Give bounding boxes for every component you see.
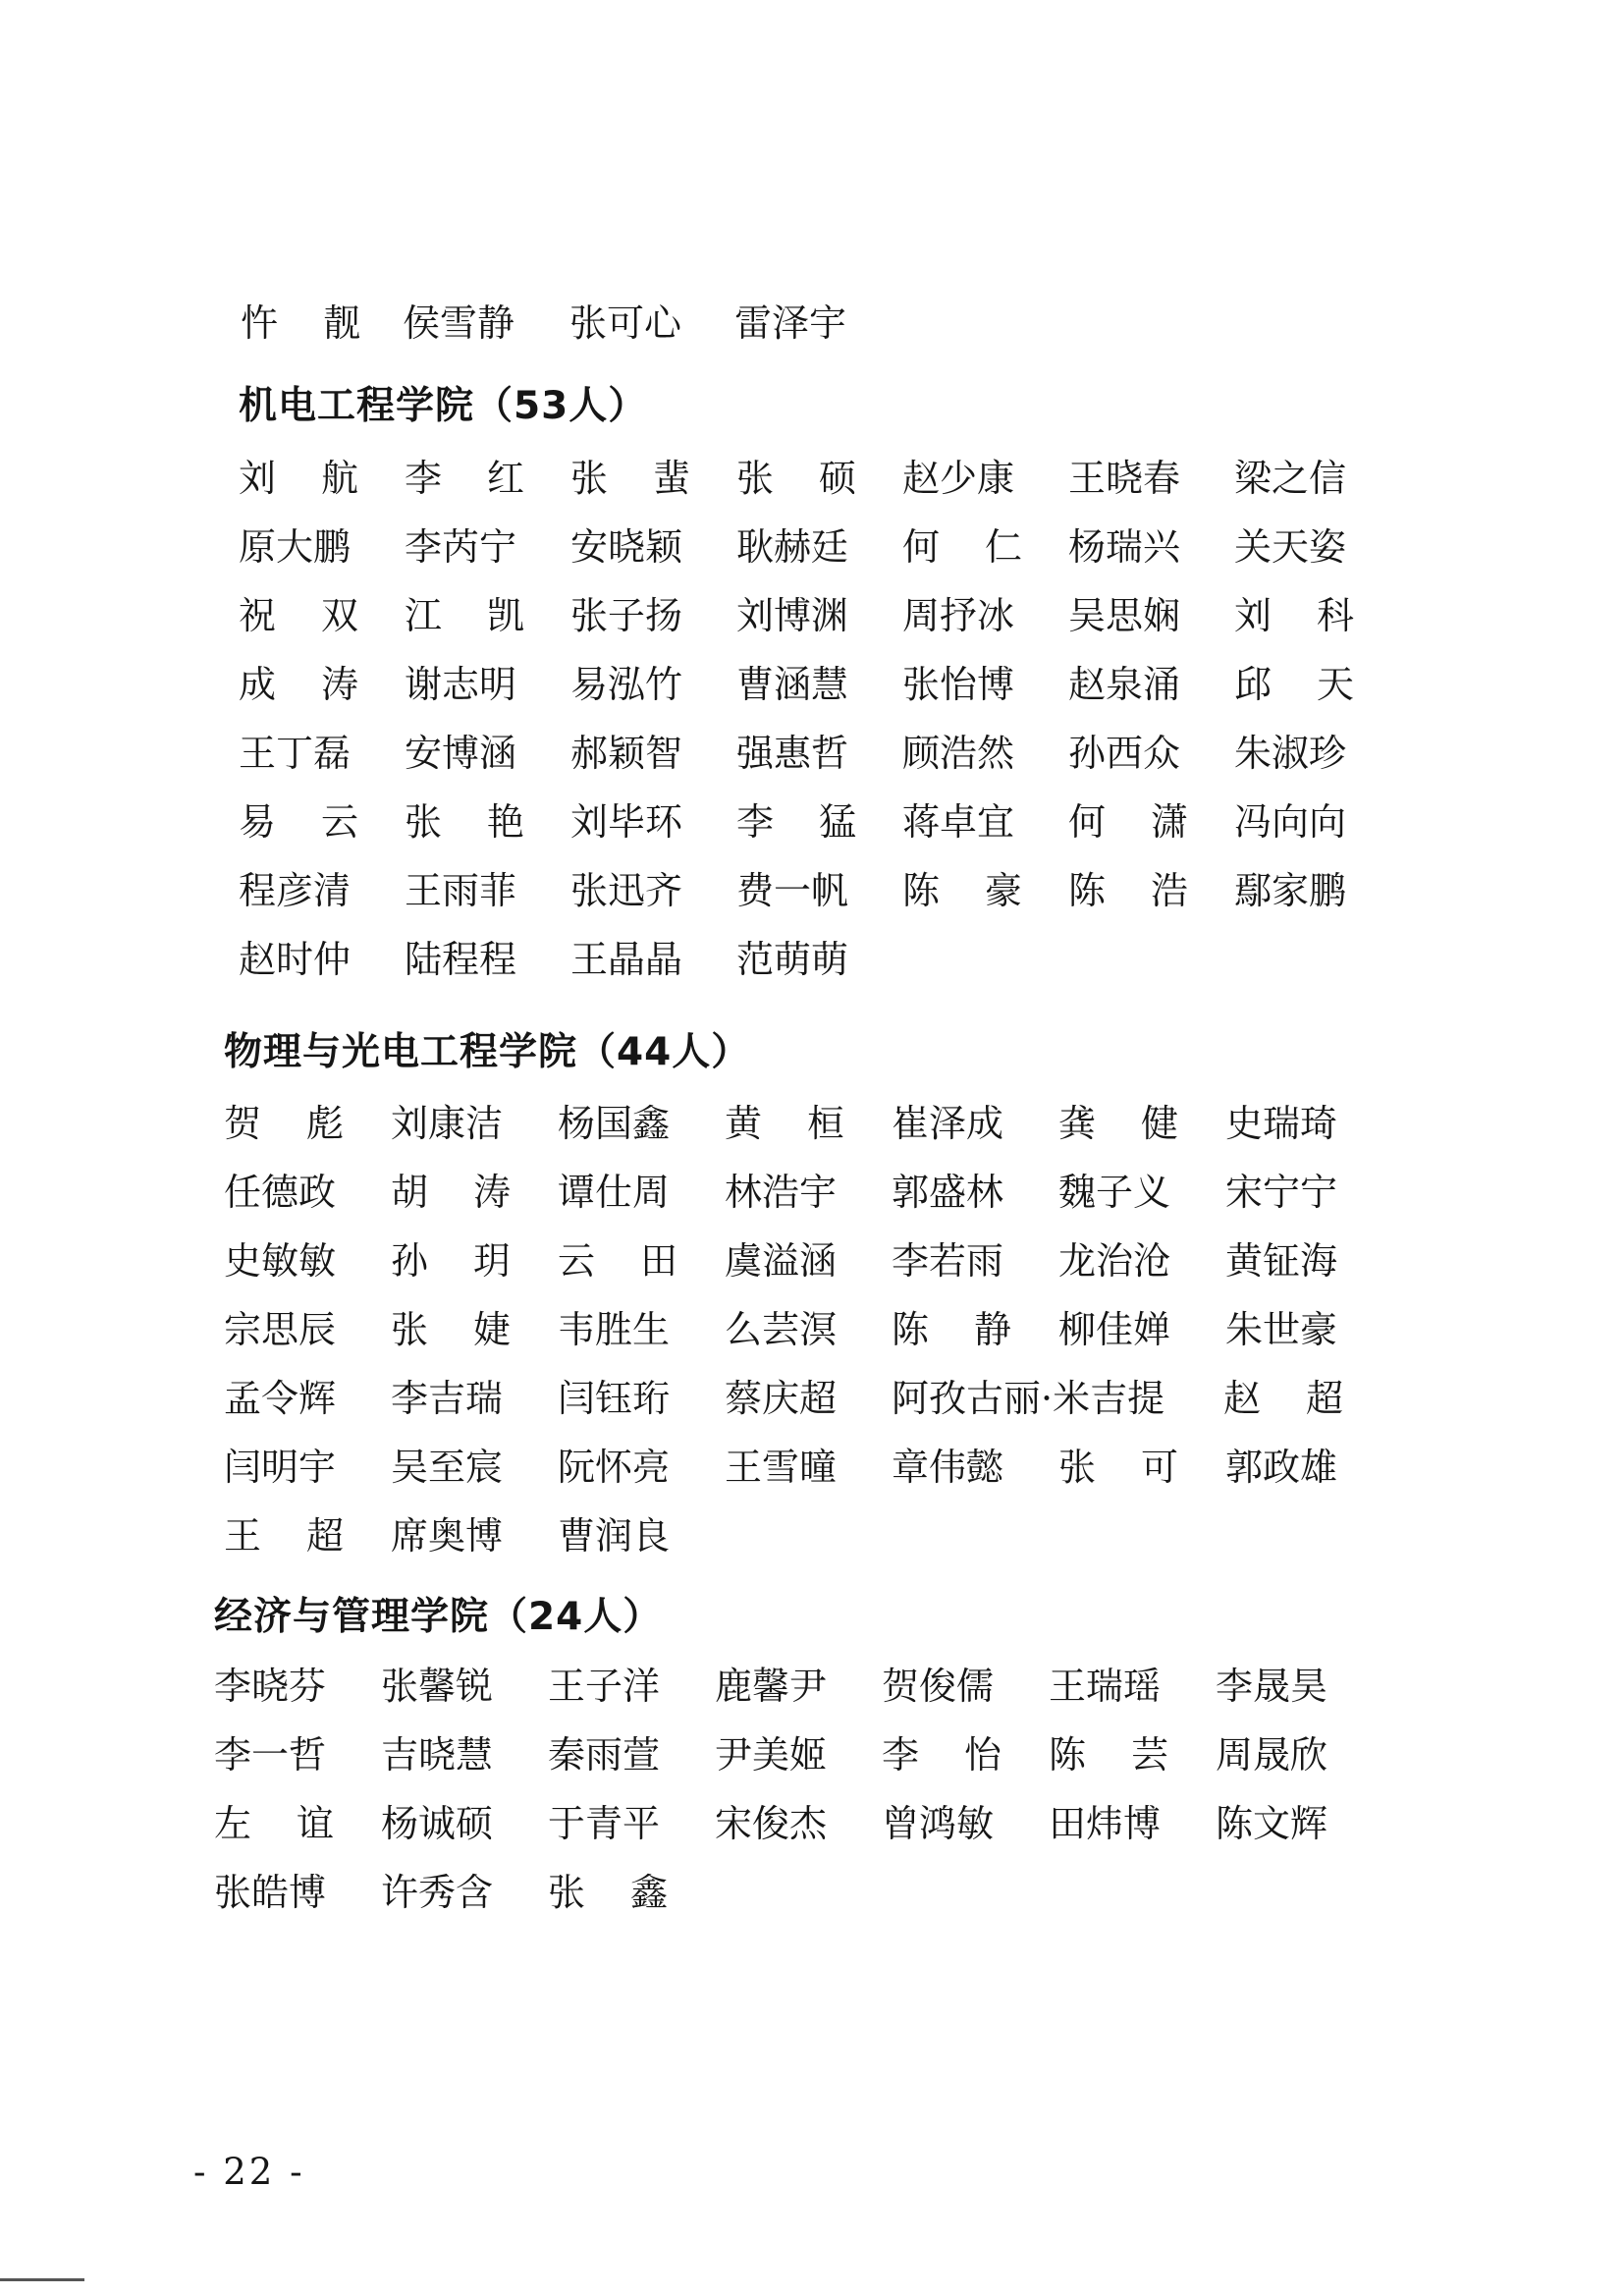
student-name: 张迅齐	[570, 869, 683, 912]
student-name: 陈文辉	[1216, 1802, 1328, 1845]
student-name: 强惠哲	[736, 732, 849, 775]
student-name: 蔡庆超	[725, 1377, 838, 1420]
student-name: 侯雪静	[403, 301, 515, 345]
name-row	[0, 1795, 1624, 1864]
student-name: 江 凯	[405, 594, 524, 637]
student-name: 成 涛	[239, 663, 358, 706]
student-name: 王雨菲	[405, 869, 517, 912]
student-name: 张 可	[1058, 1446, 1178, 1489]
student-name: 赵泉涌	[1068, 663, 1181, 706]
student-name: 雷泽宇	[734, 301, 847, 345]
student-name: 宋宁宁	[1225, 1171, 1338, 1214]
student-name: 张 硕	[736, 457, 856, 500]
student-name: 左 谊	[214, 1802, 334, 1845]
student-name: 鹿馨尹	[715, 1665, 828, 1708]
student-name: 张怡博	[902, 663, 1015, 706]
student-name: 王瑞瑶	[1049, 1665, 1162, 1708]
student-name: 席奥博	[391, 1514, 504, 1558]
name-row	[0, 1164, 1624, 1232]
student-name: 任德政	[224, 1171, 337, 1214]
student-name: 孟令辉	[224, 1377, 337, 1420]
student-name: 赵 超	[1223, 1377, 1343, 1420]
student-name: 云 田	[558, 1239, 677, 1283]
student-name: 陈 豪	[902, 869, 1022, 912]
name-row	[0, 1658, 1624, 1726]
student-name: 尹美姬	[715, 1733, 828, 1777]
student-name: 王 超	[224, 1514, 344, 1558]
section-heading: 物理与光电工程学院（44人）	[224, 1030, 751, 1074]
page-number: - 22 -	[193, 2151, 305, 2193]
student-name: 李芮宁	[405, 525, 517, 569]
student-name: 朱淑珍	[1234, 732, 1347, 775]
student-name: 鄢家鹏	[1234, 869, 1347, 912]
student-name: 阮怀亮	[558, 1446, 671, 1489]
name-row	[0, 1864, 1624, 1933]
student-name: 曾鸿敏	[882, 1802, 995, 1845]
student-name: 闫明宇	[224, 1446, 337, 1489]
student-name: 杨国鑫	[558, 1102, 671, 1145]
student-name: 程彦清	[239, 869, 352, 912]
student-name: 刘 科	[1234, 594, 1354, 637]
student-name: 范萌萌	[736, 938, 849, 981]
student-name: 费一帆	[736, 869, 849, 912]
student-name: 曹润良	[558, 1514, 671, 1558]
student-name: 虞溢涵	[725, 1239, 838, 1283]
name-row	[0, 725, 1624, 793]
student-name: 李 猛	[736, 800, 856, 844]
page-edge-mark	[0, 2278, 84, 2281]
student-name: 史瑞琦	[1225, 1102, 1338, 1145]
student-name: 邱 天	[1234, 663, 1354, 706]
student-name: 安博涵	[405, 732, 517, 775]
student-name: 秦雨萱	[548, 1733, 661, 1777]
student-name: 张 婕	[391, 1308, 511, 1351]
student-name: 李晓芬	[214, 1665, 327, 1708]
student-name: 易 云	[239, 800, 358, 844]
student-name: 陈 芸	[1049, 1733, 1168, 1777]
student-name: 韦胜生	[558, 1308, 671, 1351]
student-name: 胡 涛	[391, 1171, 511, 1214]
student-name: 李 怡	[882, 1733, 1001, 1777]
student-name: 孙西众	[1068, 732, 1181, 775]
name-row	[0, 793, 1624, 862]
name-row	[0, 450, 1624, 519]
student-name: 宗思辰	[224, 1308, 337, 1351]
name-row	[0, 1301, 1624, 1370]
name-row	[0, 1095, 1624, 1164]
student-name: 谢志明	[405, 663, 517, 706]
student-name: 祝 双	[239, 594, 358, 637]
student-name: 崔泽成	[892, 1102, 1004, 1145]
student-name: 闫钰珩	[558, 1377, 671, 1420]
student-name: 王子洋	[548, 1665, 661, 1708]
student-name: 王雪曈	[725, 1446, 838, 1489]
name-row	[0, 519, 1624, 587]
name-row	[0, 931, 1624, 1000]
student-name: 史敏敏	[224, 1239, 337, 1283]
student-name: 李若雨	[892, 1239, 1004, 1283]
student-name: 贺 彪	[224, 1102, 344, 1145]
student-name: 刘毕环	[570, 800, 683, 844]
student-name: 郭政雄	[1225, 1446, 1338, 1489]
student-name: 黄 桓	[725, 1102, 844, 1145]
student-name: 龙治沧	[1058, 1239, 1171, 1283]
student-name: 李一哲	[214, 1733, 327, 1777]
student-name: 郭盛林	[892, 1171, 1004, 1214]
student-name: 郝颖智	[570, 732, 683, 775]
student-name: 黄钲海	[1225, 1239, 1338, 1283]
student-name: 王丁磊	[239, 732, 352, 775]
student-name: 吴思娴	[1068, 594, 1181, 637]
student-name: 贺俊儒	[882, 1665, 995, 1708]
student-name: 赵时仲	[239, 938, 352, 981]
section-heading: 机电工程学院（53人）	[239, 384, 648, 428]
student-name: 刘博渊	[736, 594, 849, 637]
student-name: 刘康洁	[391, 1102, 504, 1145]
student-name: 阿孜古丽·米吉提	[892, 1377, 1165, 1420]
student-name: 吴至宸	[391, 1446, 504, 1489]
student-name: 何 潇	[1068, 800, 1188, 844]
student-name: 王晓春	[1068, 457, 1181, 500]
name-row	[0, 862, 1624, 931]
student-name: 李 红	[405, 457, 524, 500]
student-name: 安晓颖	[570, 525, 683, 569]
student-name: 周抒冰	[902, 594, 1015, 637]
student-name: 梁之信	[1234, 457, 1347, 500]
student-name: 柳佳婵	[1058, 1308, 1171, 1351]
student-name: 赵少康	[902, 457, 1015, 500]
student-name: 章伟懿	[892, 1446, 1004, 1489]
student-name: 谭仕周	[558, 1171, 671, 1214]
name-row	[0, 1726, 1624, 1795]
student-name: 曹涵慧	[736, 663, 849, 706]
student-name: 张 鑫	[548, 1871, 668, 1914]
name-row	[0, 656, 1624, 725]
student-name: 蒋卓宜	[902, 800, 1015, 844]
student-name: 魏子义	[1058, 1171, 1171, 1214]
student-name: 张子扬	[570, 594, 683, 637]
student-name: 张皓博	[214, 1871, 327, 1914]
student-name: 杨诚硕	[381, 1802, 494, 1845]
student-name: 张馨锐	[381, 1665, 494, 1708]
student-name: 陈 静	[892, 1308, 1011, 1351]
name-row	[0, 1370, 1624, 1439]
name-row	[0, 295, 1624, 363]
student-name: 张 蜚	[570, 457, 690, 500]
student-name: 杨瑞兴	[1068, 525, 1181, 569]
student-name: 李晟昊	[1216, 1665, 1328, 1708]
student-name: 原大鹏	[239, 525, 352, 569]
name-row	[0, 1507, 1624, 1576]
student-name: 么芸溟	[725, 1308, 838, 1351]
student-name: 吉晓慧	[381, 1733, 494, 1777]
student-name: 忤 靓	[241, 301, 360, 345]
student-name: 刘 航	[239, 457, 358, 500]
student-name: 王晶晶	[570, 938, 683, 981]
student-name: 陆程程	[405, 938, 517, 981]
student-name: 张可心	[569, 301, 682, 345]
section-heading: 经济与管理学院（24人）	[214, 1595, 663, 1639]
student-name: 关天姿	[1234, 525, 1347, 569]
student-name: 林浩宇	[725, 1171, 838, 1214]
student-name: 张 艳	[405, 800, 524, 844]
student-name: 周晟欣	[1216, 1733, 1328, 1777]
student-name: 于青平	[548, 1802, 661, 1845]
student-name: 何 仁	[902, 525, 1022, 569]
student-name: 李吉瑞	[391, 1377, 504, 1420]
student-name: 陈 浩	[1068, 869, 1188, 912]
name-row	[0, 1232, 1624, 1301]
student-name: 顾浩然	[902, 732, 1015, 775]
student-name: 宋俊杰	[715, 1802, 828, 1845]
student-name: 易泓竹	[570, 663, 683, 706]
student-name: 田炜博	[1049, 1802, 1162, 1845]
student-name: 冯向向	[1234, 800, 1347, 844]
name-row	[0, 587, 1624, 656]
student-name: 龚 健	[1058, 1102, 1178, 1145]
name-row	[0, 1439, 1624, 1507]
student-name: 许秀含	[381, 1871, 494, 1914]
student-name: 朱世豪	[1225, 1308, 1338, 1351]
student-name: 孙 玥	[391, 1239, 511, 1283]
student-name: 耿赫廷	[736, 525, 849, 569]
